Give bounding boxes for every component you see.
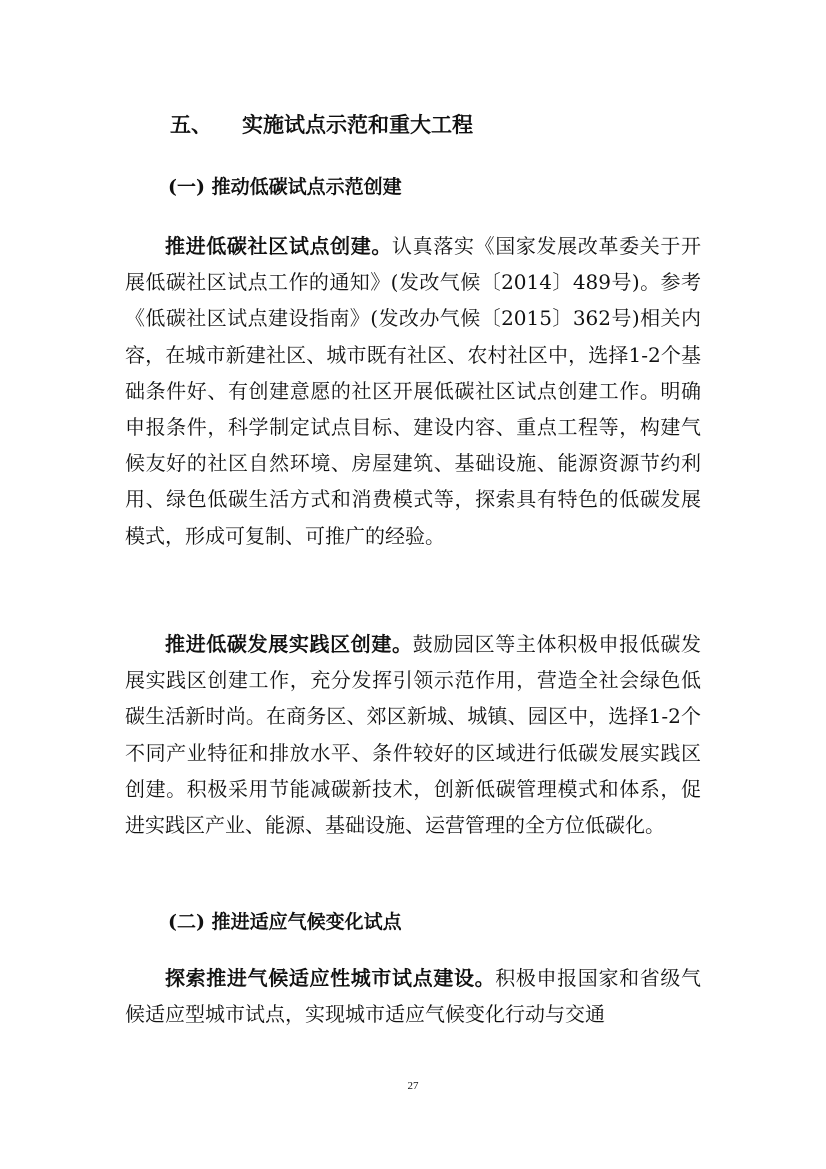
section-heading-2: (二) 推进适应气候变化试点: [168, 911, 402, 933]
paragraph-lead: 推进低碳发展实践区创建。: [165, 632, 413, 656]
chapter-heading: [170, 110, 473, 140]
paragraph-climate-adaptive-city: [125, 960, 701, 1032]
page-number: 27: [407, 1080, 419, 1092]
chapter-title: 实施试点示范和重大工程: [242, 113, 473, 137]
chapter-number: 五、: [170, 113, 212, 137]
paragraph-text: 积极申报国家和省级气候适应型城市试点，实现城市适应气候变化行动与交通: [125, 966, 702, 1027]
paragraph-lead: 推进低碳社区试点创建。: [165, 234, 393, 258]
paragraph-lead: 探索推进气候适应性城市试点建设。: [165, 966, 496, 990]
paragraph-low-carbon-community: [125, 228, 701, 554]
paragraph-low-carbon-practice-zone: [125, 626, 701, 843]
section-heading-1: (一) 推动低碳试点示范创建: [168, 176, 402, 198]
paragraph-text: 认真落实《国家发展改革委关于开展低碳社区试点工作的通知》(发改气候〔2014〕489号)。参考《低碳社区试点建设指南》(发改办气候〔2015〕362号)相关内容，在城市新建社区、城市既有社区、农村社区中，选择1-2个基础条件好、有创建意愿的社区开展低碳社区试点创建工作。明确申报条件，科学制定试点目标、建设内容、重点工程等，构建气候友好的社区自然环境、房屋建筑、基础设施、能源资源节约利用、绿色低碳生活方式和消费模式等，探索具有特色的低碳发展模式，形成可复制、可推广的经验。: [125, 234, 702, 548]
paragraph-text: 鼓励园区等主体积极申报低碳发展实践区创建工作，充分发挥引领示范作用，营造全社会绿色低碳生活新时尚。在商务区、郊区新城、城镇、园区中，选择1-2个不同产业特征和排放水平、条件较好的区域进行低碳发展实践区创建。积极采用节能减碳新技术，创新低碳管理模式和体系，促进实践区产业、能源、基础设施、运营管理的全方位低碳化。: [125, 632, 702, 838]
